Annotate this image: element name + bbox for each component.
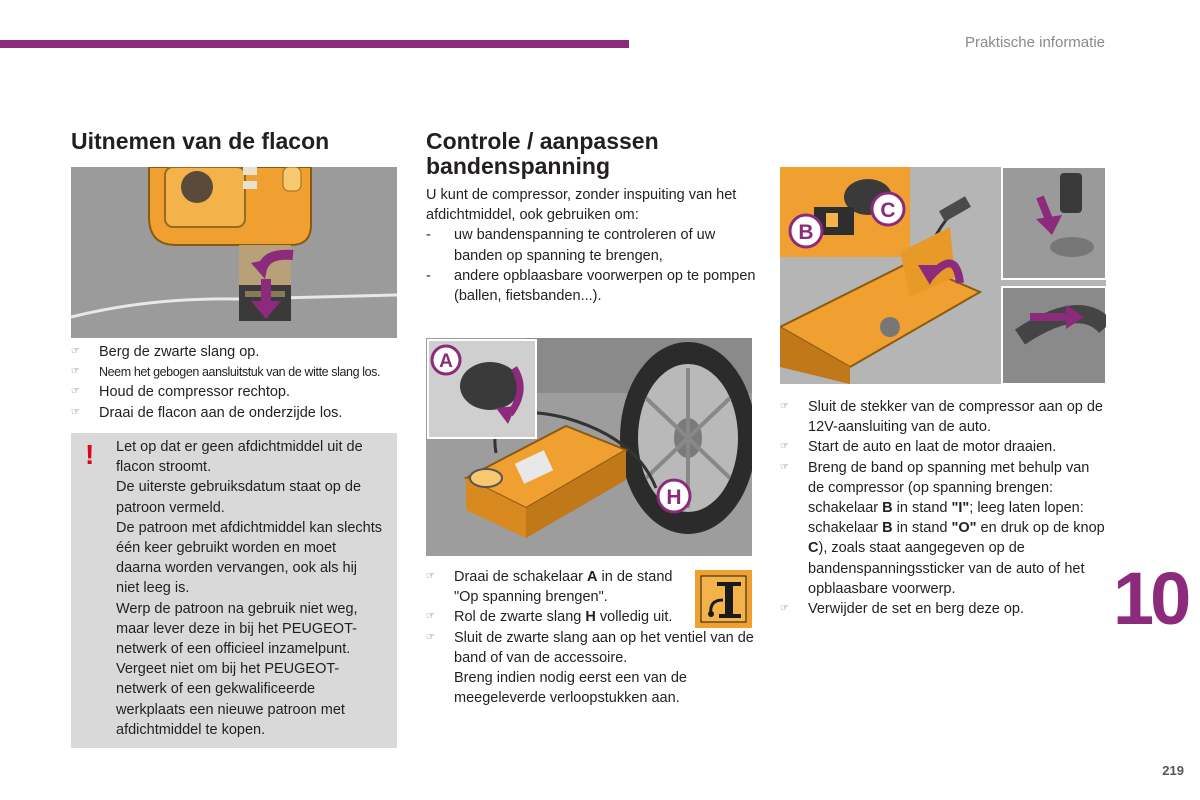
middle-step-1: ☞ Draai de schakelaar A in de stand "Op spanning brengen".: [426, 569, 673, 606]
figure-compressor-wheel: [426, 338, 752, 556]
left-title: Uitnemen van de flacon: [71, 128, 330, 154]
warning-icon: !: [85, 439, 95, 470]
middle-intro: U kunt de compressor, zonder inspuiting van het afdichtmiddel, ook gebruiken om:: [426, 187, 737, 224]
warning-box: [71, 433, 397, 748]
middle-steps: [426, 567, 756, 708]
right-step-3: ☞ Breng de band op spanning met behulp van de compressor (op spanning brengen: schakelaar B in stand "I"; leeg laten lopen: schakelaar B in stand "O" en druk op de knop C), zoals staat aangegeven op de bandenspanningssticker van de auto of het opblaasbare voorwerp.: [780, 459, 1105, 597]
right-steps: [780, 397, 1106, 619]
label-c: C: [880, 199, 896, 222]
use-item: - uw bandenspanning te controleren of uw banden op spanning te brengen,: [426, 225, 756, 265]
label-a: A: [439, 351, 453, 372]
chapter-number: 10: [1113, 557, 1188, 640]
right-step-2: ☞ Start de auto en laat de motor draaien.: [780, 439, 1057, 456]
left-step-2: ☞ Neem het gebogen aansluitstuk van de witte slang los.: [71, 365, 381, 380]
label-b: B: [798, 221, 814, 244]
middle-step-3: ☞ Sluit de zwarte slang aan op het ventiel van de band of van de accessoire. Breng indien nodig eerst een van de meegeleverde verloopstukken aan.: [426, 629, 754, 707]
section-title: Praktische informatie: [964, 34, 1105, 51]
figure-12v-socket: [780, 167, 1106, 384]
right-step-1: ☞ Sluit de stekker van de compressor aan op de 12V-aansluiting van de auto.: [780, 399, 1103, 436]
middle-step-2: ☞ Rol de zwarte slang H volledig uit.: [426, 609, 673, 626]
warning-paragraph: De patroon met afdichtmiddel kan slechts één keer gebruikt worden en moet daarna worden vervangen, ook als hij niet leeg is.: [116, 519, 382, 597]
header-accent-bar: [0, 40, 629, 48]
left-steps: [71, 342, 401, 423]
warning-paragraph: Vergeet niet om bij het PEUGEOT-netwerk of een gekwalificeerde werkplaats een nieuwe patroon met afdichtmiddel te kopen.: [116, 661, 345, 738]
warning-paragraph: Let op dat er geen afdichtmiddel uit de flacon stroomt.: [116, 439, 363, 476]
right-step-4: ☞ Verwijder de set en berg deze op.: [780, 601, 1025, 618]
middle-title: Controle / aanpassen bandenspanning: [426, 128, 659, 179]
page-number: 219: [1162, 763, 1184, 778]
use-item: - andere opblaasbare voorwerpen op te pompen (ballen, fietsbanden...).: [426, 266, 756, 306]
left-step-3: ☞ Houd de compressor rechtop.: [71, 384, 291, 401]
left-step-1: ☞ Berg de zwarte slang op.: [71, 344, 260, 360]
warning-paragraph: De uiterste gebruiksdatum staat op de patroon vermeld.: [116, 479, 362, 516]
figure-flacon: [71, 167, 397, 338]
left-step-4: ☞ Draai de flacon aan de onderzijde los.: [71, 404, 343, 421]
label-h: H: [666, 486, 682, 509]
warning-paragraph: Werp de patroon na gebruik niet weg, maar lever deze in bij het PEUGEOT-netwerk of een officieel inzamelpunt.: [116, 600, 358, 658]
middle-intro-block: [426, 185, 756, 306]
